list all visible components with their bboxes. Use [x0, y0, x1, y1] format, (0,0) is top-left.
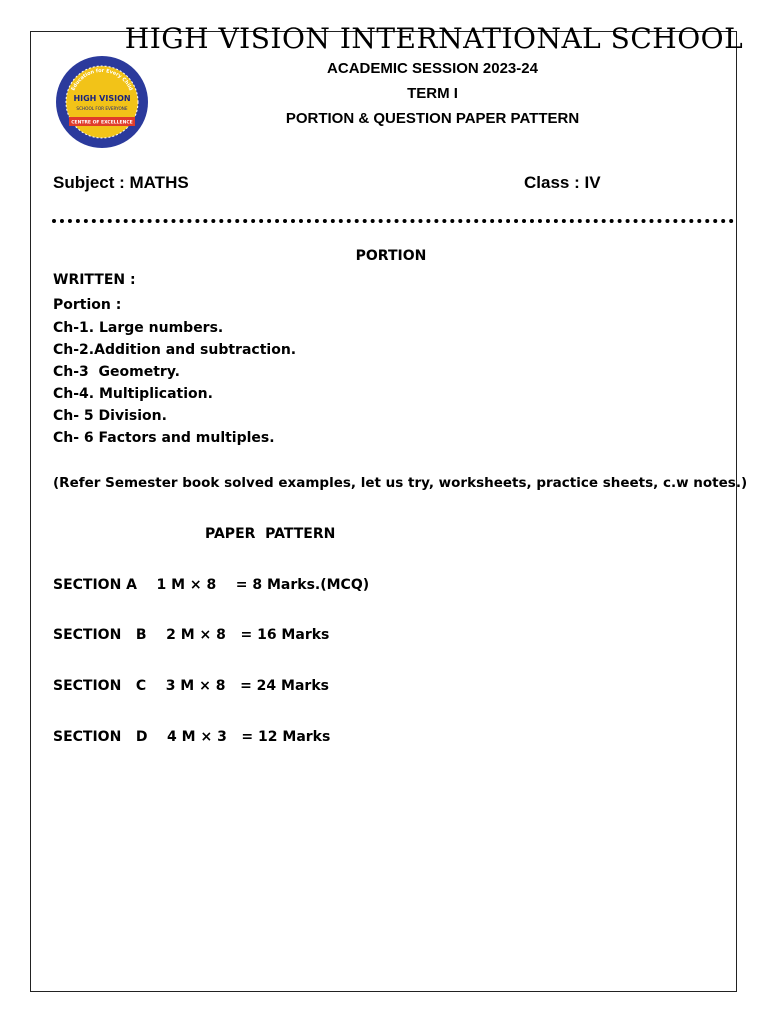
section-row: SECTION A 1 M × 8 = 8 Marks.(MCQ) [53, 577, 370, 593]
chapter-item: Ch-2.Addition and subtraction. [53, 342, 297, 358]
logo-name: HIGH VISION [73, 94, 131, 103]
logo-tagline: SCHOOL FOR EVERYONE [76, 106, 128, 111]
term: TERM I [407, 85, 458, 102]
written-label: WRITTEN : [53, 272, 136, 288]
academic-session: ACADEMIC SESSION 2023-24 [327, 60, 538, 77]
document-title: PORTION & QUESTION PAPER PATTERN [285, 110, 580, 127]
subject-label: Subject : MATHS [53, 173, 189, 192]
school-logo [55, 55, 149, 149]
chapter-item: Ch-1. Large numbers. [53, 320, 224, 336]
section-row: SECTION B 2 M × 8 = 16 Marks [53, 627, 330, 643]
chapter-item: Ch- 5 Division. [53, 408, 167, 424]
logo-ribbon-text: CENTRE OF EXCELLENCE [71, 120, 133, 126]
section-row: SECTION C 3 M × 8 = 24 Marks [53, 678, 329, 694]
dotted-divider [52, 219, 734, 223]
section-row: SECTION D 4 M × 3 = 12 Marks [53, 729, 331, 745]
logo-arc-text: Education for Every Child [70, 67, 134, 92]
chapter-item: Ch-3 Geometry. [53, 364, 180, 380]
portion-label: Portion : [53, 297, 122, 313]
chapter-item: Ch-4. Multiplication. [53, 386, 213, 402]
school-name: HIGH VISION INTERNATIONAL SCHOOL [124, 22, 744, 55]
reference-note: (Refer Semester book solved examples, let us try, worksheets, practice sheets, c.w notes.) [53, 475, 748, 491]
portion-heading: PORTION [355, 248, 427, 264]
class-label: Class : IV [524, 173, 601, 192]
chapter-item: Ch- 6 Factors and multiples. [53, 430, 275, 446]
paper-pattern-heading: PAPER PATTERN [205, 526, 336, 542]
